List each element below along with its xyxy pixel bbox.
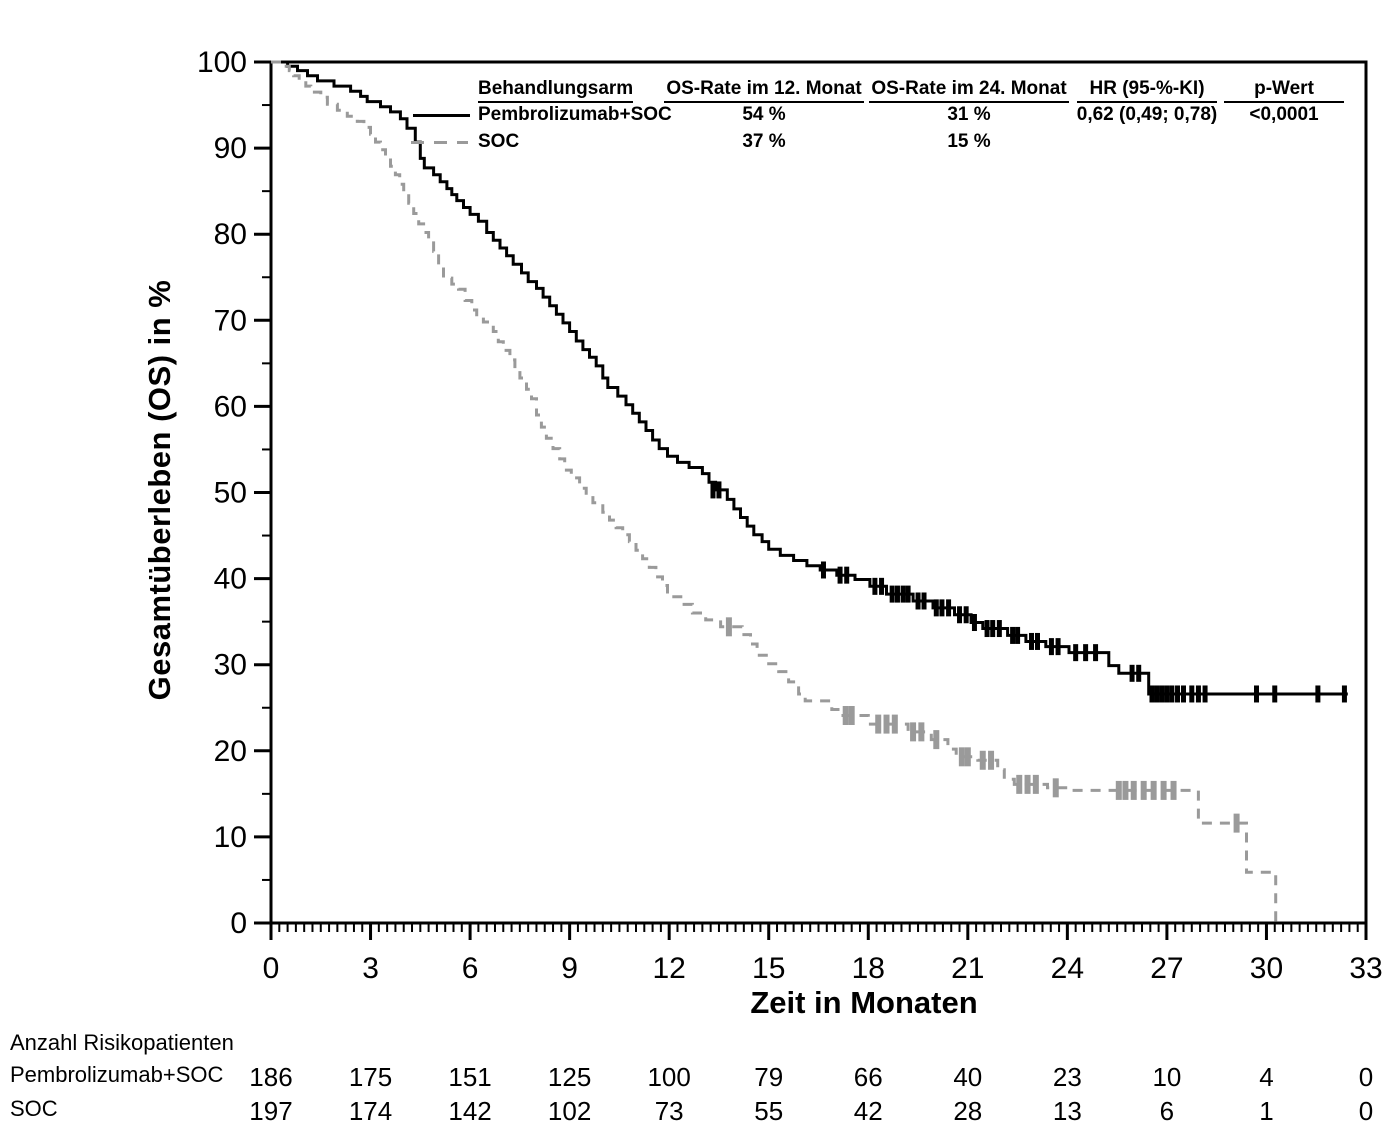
censor-marks-pembrolizumab-soc xyxy=(710,481,1346,702)
risk-count: 6 xyxy=(1159,1096,1175,1126)
risk-count: 102 xyxy=(547,1096,592,1126)
legend-header-pvalue: p-Wert xyxy=(1224,78,1344,103)
risk-count: 55 xyxy=(754,1096,784,1126)
risk-count: 0 xyxy=(1358,1062,1374,1092)
legend-os24-pembrolizumab-soc: 31 % xyxy=(947,104,991,125)
risk-count: 174 xyxy=(348,1096,393,1126)
x-tick-label: 27 xyxy=(1150,952,1184,985)
x-tick-label: 3 xyxy=(362,952,379,985)
risk-row-label-soc: SOC xyxy=(10,1096,58,1121)
legend-header-hr: HR (95-%-KI) xyxy=(1077,78,1217,103)
y-tick-label: 100 xyxy=(196,46,247,79)
x-tick-label: 12 xyxy=(652,952,686,985)
risk-row-label-pembrolizumab-soc: Pembrolizumab+SOC xyxy=(10,1062,224,1087)
y-tick-label: 50 xyxy=(213,476,247,510)
legend-hr-value: 0,62 (0,49; 0,78) xyxy=(1076,104,1218,125)
y-tick-label: 40 xyxy=(213,562,247,596)
x-axis-ticks xyxy=(263,923,1383,985)
risk-count: 100 xyxy=(647,1062,691,1092)
risk-count: 66 xyxy=(853,1062,883,1092)
legend-header-os24: OS-Rate im 24. Monat xyxy=(869,78,1069,103)
risk-count: 10 xyxy=(1152,1062,1182,1092)
y-tick-label: 70 xyxy=(213,304,247,338)
x-tick-label: 0 xyxy=(262,952,280,985)
risk-count: 28 xyxy=(953,1096,983,1126)
y-axis-ticks xyxy=(197,46,271,940)
y-tick-label: 20 xyxy=(213,734,247,768)
y-axis-title: Gesamtüberleben (OS) in % xyxy=(142,279,177,701)
x-tick-label: 9 xyxy=(561,952,578,985)
censor-marks-soc xyxy=(726,617,1240,832)
risk-count: 0 xyxy=(1358,1096,1374,1126)
risk-count: 197 xyxy=(249,1096,293,1126)
legend-os12-soc: 37 % xyxy=(742,131,786,152)
legend-pvalue: <0,0001 xyxy=(1249,104,1319,125)
risk-count: 4 xyxy=(1259,1062,1274,1092)
y-tick-label: 0 xyxy=(230,907,247,940)
plot-border xyxy=(271,62,1366,923)
risk-count: 186 xyxy=(249,1062,293,1092)
legend-arm-soc: SOC xyxy=(478,131,520,152)
legend-line-sample-pembrolizumab-soc xyxy=(413,114,470,117)
legend-arm-pembrolizumab-soc: Pembrolizumab+SOC xyxy=(478,104,672,125)
legend-os12-pembrolizumab-soc: 54 % xyxy=(742,104,786,125)
risk-count: 125 xyxy=(547,1062,592,1092)
y-tick-label: 60 xyxy=(213,390,247,424)
x-tick-label: 30 xyxy=(1249,952,1284,985)
legend-header-arm: Behandlungsarm xyxy=(478,78,633,103)
risk-count: 175 xyxy=(348,1062,393,1092)
y-tick-label: 10 xyxy=(213,820,247,854)
legend-table xyxy=(400,78,1360,158)
risk-count: 40 xyxy=(953,1062,983,1092)
x-tick-label: 15 xyxy=(752,952,786,985)
risk-count: 151 xyxy=(448,1062,492,1092)
risk-count: 42 xyxy=(853,1096,883,1126)
legend-header-os12: OS-Rate im 12. Monat xyxy=(664,78,864,103)
x-tick-label: 24 xyxy=(1050,952,1085,985)
x-tick-label: 18 xyxy=(851,952,885,985)
risk-count: 73 xyxy=(654,1096,684,1126)
legend-os24-soc: 15 % xyxy=(947,131,991,152)
risk-count: 142 xyxy=(448,1096,492,1126)
legend-line-sample-soc xyxy=(411,141,468,144)
y-tick-label: 80 xyxy=(213,218,247,252)
x-tick-label: 33 xyxy=(1349,952,1383,985)
risk-count: 23 xyxy=(1052,1062,1082,1092)
risk-table-title: Anzahl Risikopatienten xyxy=(10,1030,234,1055)
y-tick-label: 30 xyxy=(213,648,247,682)
risk-count: 13 xyxy=(1052,1096,1082,1126)
y-tick-label: 90 xyxy=(213,132,247,166)
x-tick-label: 6 xyxy=(461,952,479,985)
risk-count: 79 xyxy=(754,1062,784,1092)
x-axis-title: Zeit in Monaten xyxy=(750,985,978,1020)
x-tick-label: 21 xyxy=(951,952,985,985)
risk-count: 1 xyxy=(1259,1096,1274,1126)
